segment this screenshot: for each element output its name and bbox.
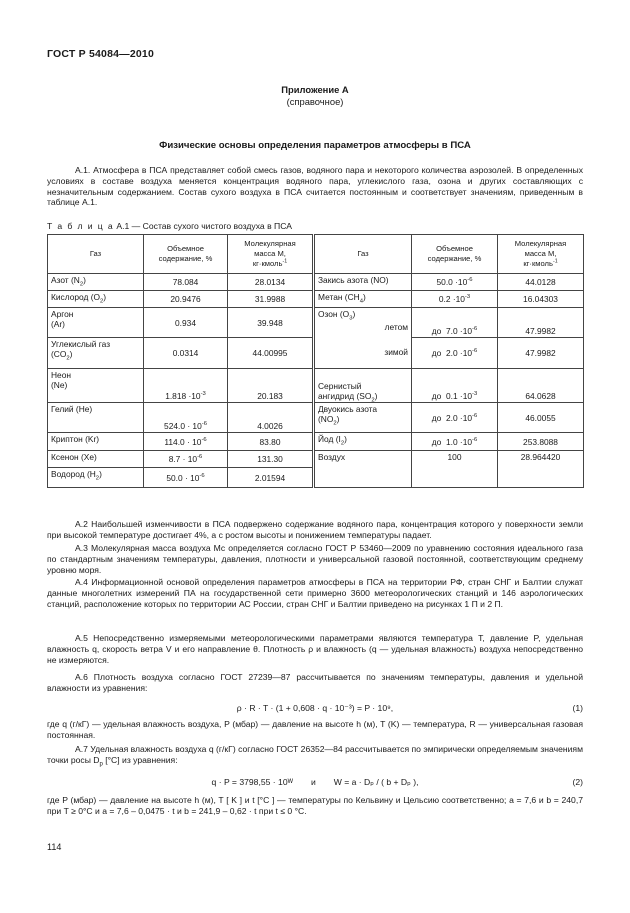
mass-cell: 131.30 bbox=[228, 451, 314, 468]
volume-cell: до $0.1 \cdot 10^{-3}$ bbox=[412, 369, 498, 403]
paragraph-a2-text: А.2 Наибольшей изменчивости в ПСА подвержено содержание водяного пара, концентрация которого у поверхности земли при высокой температуре достигает 4%, а с ростом высоты и понижением температуры падает. bbox=[47, 519, 583, 540]
gas-cell: Закись азота (NO) bbox=[314, 274, 412, 291]
volume-cell: $114.0 \cdot 10^{-6}$ bbox=[144, 433, 228, 451]
volume-cell: 100 bbox=[412, 451, 498, 488]
table-row bbox=[48, 308, 584, 338]
paragraph-a6-after-text: где q (г/кГ) — удельная влажность воздуха, P (мбар) — давление на высоте h (м), T (K) — температура, R — универсальная газовая постоянная. bbox=[47, 719, 583, 740]
gas-cell: Криптон (Kr) bbox=[48, 433, 144, 451]
mass-cell: 47.9982 bbox=[498, 308, 584, 338]
formula-1-number: (1) bbox=[572, 703, 583, 713]
gas-cell: Кислород $(O_2)$ bbox=[48, 291, 144, 308]
paragraph-a7-after-text: где P (мбар) — давление на высоте h (м), T [ K ] и t [°C ] — температуры по Кельвину и Цельсию соответственно; a = 7,6 и b = 240,7 при T ≥ 0°C и a = 7,6 – 0,0475 · t и b = 241,9 – 0,62 · t при t ≤ 0 °C. bbox=[47, 795, 583, 816]
header-molar-line3: кг·кмоль bbox=[523, 259, 553, 268]
formula-2-right: W = a · Dₚ / ( b + Dₚ ), bbox=[333, 777, 419, 787]
mass-cell: 20.183 bbox=[228, 369, 314, 403]
paragraph-a4 bbox=[47, 577, 583, 609]
formula-2-and: и bbox=[310, 777, 316, 787]
volume-cell: 0.934 bbox=[144, 308, 228, 338]
paragraph-a7-sub: р bbox=[99, 761, 103, 768]
paragraph-a6-after bbox=[47, 719, 583, 741]
gas-cell: Йод $(I_2)$ bbox=[314, 433, 412, 451]
volume-cell: 20.9476 bbox=[144, 291, 228, 308]
volume-cell: $1.818 \cdot 10^{-3}$ bbox=[144, 369, 228, 403]
volume-cell: до $7.0 \cdot 10^{-6}$ bbox=[412, 308, 498, 338]
volume-cell: $0.2 \cdot 10^{-3}$ bbox=[412, 291, 498, 308]
mass-cell: 44.0128 bbox=[498, 274, 584, 291]
header-molar-sup: -1 bbox=[282, 258, 288, 265]
mass-cell: 64.0628 bbox=[498, 369, 584, 403]
header-molar-line1: Молекулярная bbox=[514, 239, 567, 248]
table-caption-text: А.1 — Состав сухого чистого воздуха в ПСА bbox=[116, 221, 292, 231]
mass-cell: 39.948 bbox=[228, 308, 314, 338]
volume-cell: $524.0 \cdot 10^{-6}$ bbox=[144, 403, 228, 433]
paragraph-a6 bbox=[47, 672, 583, 694]
mass-cell: 16.04303 bbox=[498, 291, 584, 308]
gas-cell: Двуокись азота $(NO_2)$ bbox=[314, 403, 412, 433]
gas-cell-ozone: Озон $(O_3)$ летом зимой bbox=[314, 308, 412, 369]
paragraph-a3 bbox=[47, 543, 583, 575]
volume-cell: до $2.0 \cdot 10^{-6}$ bbox=[412, 338, 498, 369]
table-row bbox=[48, 369, 584, 403]
paragraph-a7-after bbox=[47, 795, 583, 817]
mass-cell: 46.0055 bbox=[498, 403, 584, 433]
paragraph-a3-text: А.3 Молекулярная масса воздуха Мс определяется согласно ГОСТ Р 53460—2009 по уравнению состояния идеального газа по стандартным значениям температуры, давления, плотности и универсальной газовой постоянной, соответствующим среднему уровню моря. bbox=[47, 543, 583, 575]
formula-2-left: q · P = 3798,55 · 10ᵂ bbox=[211, 777, 293, 787]
ozone-winter-label: зимой bbox=[384, 347, 408, 357]
standard-header: ГОСТ Р 54084—2010 bbox=[47, 48, 155, 60]
mass-cell: 2.01594 bbox=[228, 468, 314, 488]
header-molar-right bbox=[498, 235, 584, 274]
header-molar-line1: Молекулярная bbox=[244, 239, 296, 248]
gas-cell: Углекислый газ $(CO_2)$ bbox=[48, 338, 144, 369]
formula-2-number: (2) bbox=[572, 777, 583, 787]
header-gas-right: Газ bbox=[314, 235, 412, 274]
header-molar-line2: масса М, bbox=[524, 249, 557, 258]
section-title: Физические основы определения параметров атмосферы в ПСА bbox=[159, 140, 471, 151]
header-molar-line3: кг·кмоль bbox=[252, 259, 283, 268]
header-volume-left: Объемное содержание, % bbox=[144, 235, 228, 274]
gas-cell: Ксенон (Xe) bbox=[48, 451, 144, 468]
mass-cell: 44.00995 bbox=[228, 338, 314, 369]
gas-cell: Неон (Ne) bbox=[48, 369, 144, 403]
gas-cell: Водород $(H_2)$ bbox=[48, 468, 144, 488]
paragraph-a4-text: А.4 Информационной основой определения параметров атмосферы в ПСА на территории РФ, стран СНГ и Балтии служат данные многолетних измерений ПА на государственной сети примерно 3600 метеорологических станций и 146 аэрологических станций, расположение которых по территории АС России, стран СНГ и Балтии приведено на рисунках 1 П и 2 П. bbox=[47, 577, 583, 609]
table-row bbox=[48, 403, 584, 433]
volume-cell: $50.0 \cdot 10^{-6}$ bbox=[412, 274, 498, 291]
paragraph-a2 bbox=[47, 519, 583, 541]
mass-cell: 31.9988 bbox=[228, 291, 314, 308]
page-number: 114 bbox=[47, 842, 62, 852]
gas-cell: Азот $(N_2)$ bbox=[48, 274, 144, 291]
gas-cell: Гелий (He) bbox=[48, 403, 144, 433]
volume-cell: 0.0314 bbox=[144, 338, 228, 369]
paragraph-a6-text: А.6 Плотность воздуха согласно ГОСТ 27239—87 рассчитывается по значениям температуры, давления и удельной влажности из уравнения: bbox=[47, 672, 583, 693]
header-volume-right: Объемное содержание, % bbox=[412, 235, 498, 274]
gas-cell: Аргон (Ar) bbox=[48, 308, 144, 338]
table-row bbox=[48, 451, 584, 468]
gas-cell: Сернистый ангидрид $(SO_2)$ bbox=[314, 369, 412, 403]
paragraph-a5 bbox=[47, 633, 583, 665]
volume-cell: до $2.0 \cdot 10^{-6}$ bbox=[412, 403, 498, 433]
mass-cell: 28.0134 bbox=[228, 274, 314, 291]
mass-cell: 83.80 bbox=[228, 433, 314, 451]
paragraph-a1-text: А.1. Атмосфера в ПСА представляет собой смесь газов, водяного пара и некоторого количества аэрозолей. В определенных условиях в составе воздуха меняется концентрация водяного пара, углекислого газа, озона и других составляющих с незначительным содержанием. Состав сухого воздуха в ПСА считается постоянным и соответствует значениям, приведенным в таблице А.1. bbox=[47, 165, 583, 208]
table-header-row bbox=[48, 235, 584, 274]
formula-2 bbox=[47, 777, 583, 788]
appendix-subtitle: (справочное) bbox=[286, 96, 344, 107]
formula-1-text: ρ · R · T · (1 + 0,608 · q · 10⁻³) = P · 10⁹, bbox=[236, 703, 394, 713]
paragraph-a1 bbox=[47, 165, 583, 208]
header-gas-left: Газ bbox=[48, 235, 144, 274]
volume-cell: $50.0 \cdot 10^{-6}$ bbox=[144, 468, 228, 488]
volume-cell: $8.7 \cdot 10^{-6}$ bbox=[144, 451, 228, 468]
header-molar-line2: масса М, bbox=[254, 249, 286, 258]
formula-1 bbox=[47, 703, 583, 714]
gas-cell: Воздух bbox=[314, 451, 412, 488]
paragraph-a7-tail: [°C] из уравнения: bbox=[102, 754, 178, 765]
header-molar-sup: -1 bbox=[552, 258, 558, 265]
paragraph-a7-text: А.7 Удельная влажность воздуха q (г/кГ) согласно ГОСТ 26352—84 рассчитывается по эмпирически определяемым значениям точки росы D bbox=[47, 744, 583, 765]
table-caption bbox=[47, 221, 292, 231]
mass-cell: 47.9982 bbox=[498, 338, 584, 369]
volume-cell: до $1.0 \cdot 10^{-6}$ bbox=[412, 433, 498, 451]
appendix-title: Приложение А bbox=[281, 84, 349, 95]
table-row bbox=[48, 433, 584, 451]
mass-cell: 28.964420 bbox=[498, 451, 584, 488]
header-molar-left bbox=[228, 235, 314, 274]
paragraph-a7 bbox=[47, 744, 583, 766]
table-caption-prefix: Т а б л и ц а bbox=[47, 221, 114, 231]
volume-cell: 78.084 bbox=[144, 274, 228, 291]
table-row bbox=[48, 274, 584, 291]
paragraph-a5-text: А.5 Непосредственно измеряемыми метеорологическими параметрами являются температура T, давление P, удельная влажность q, скорость ветра V и его направление θ. Плотность ρ и влажность (q — удельная влажность) воздуха непосредственно не измеряются. bbox=[47, 633, 583, 665]
gas-composition-table bbox=[47, 234, 584, 488]
mass-cell: 253.8088 bbox=[498, 433, 584, 451]
table-row bbox=[48, 291, 584, 308]
gas-cell: Метан $(CH_4)$ bbox=[314, 291, 412, 308]
mass-cell: 4.0026 bbox=[228, 403, 314, 433]
ozone-summer-label: летом bbox=[384, 322, 408, 332]
